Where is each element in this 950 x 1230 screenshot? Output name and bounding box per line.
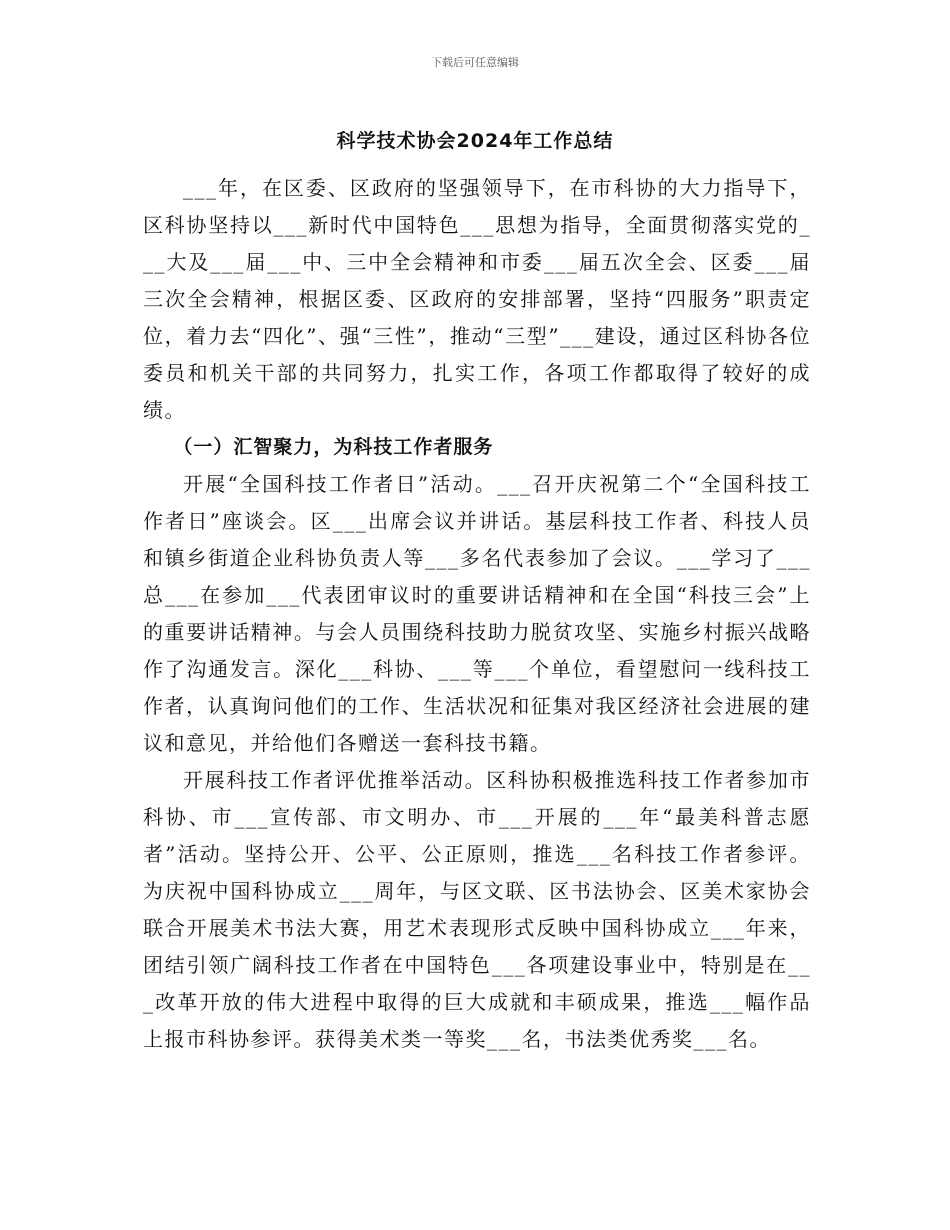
section-heading: （一）汇智聚力，为科技工作者服务 bbox=[173, 436, 494, 458]
paragraph: 开展科技工作者评优推举活动。区科协积极推选科技工作者参加市科协、市___宣传部、市文明办、市___开展的___年“最美科普志愿者”活动。坚持公开、公平、公正原则，推选___名科技工作者参评。为庆祝中国科协成立___周年，与区文联、区书法协会、区美术家协会联合开展美术书法大赛，用艺术表现形式反映中国科协成立___年来，团结引领广阔科技工作者在中国特色___各项建设事业中，特别是在___改革开放的伟大进程中取得的巨大成就和丰硕成果，推选___幅作品上报市科协参评。获得美术类一等奖___名，书法类优秀奖___名。 bbox=[143, 768, 811, 1051]
intro-paragraph: ___年，在区委、区政府的坚强领导下，在市科协的大力指导下，区科协坚持以___新时代中国特色___思想为指导，全面贯彻落实党的___大及___届___中、三中全会精神和市委___届五次全会、区委___届三次全会精神，根据区委、区政府的安排部署，坚持“四服务”职责定位，着力去“四化”、强“三性”，推动“三型”___建设，通过区科协各位委员和机关干部的共同努力，扎实工作，各项工作都取得了较好的成绩。 bbox=[143, 176, 811, 422]
document-title: 科学技术协会2024年工作总结 bbox=[336, 130, 614, 152]
paragraph: 开展“全国科技工作者日”活动。___召开庆祝第二个“全国科技工作者日”座谈会。区___出席会议并讲话。基层科技工作者、科技人员和镇乡街道企业科协负责人等___多名代表参加了会议。___学习了___总___在参加___代表团审议时的重要讲话精神和在全国“科技三会”上的重要讲话精神。与会人员围绕科技助力脱贫攻坚、实施乡村振兴战略作了沟通发言。深化___科协、___等___个单位，看望慰问一线科技工作者，认真询问他们的工作、生活状况和征集对我区经济社会进展的建议和意见，并给他们各赠送一套科技书籍。 bbox=[143, 472, 811, 755]
header-note: 下载后可任意编辑 bbox=[431, 56, 519, 69]
document-body bbox=[143, 170, 811, 1058]
